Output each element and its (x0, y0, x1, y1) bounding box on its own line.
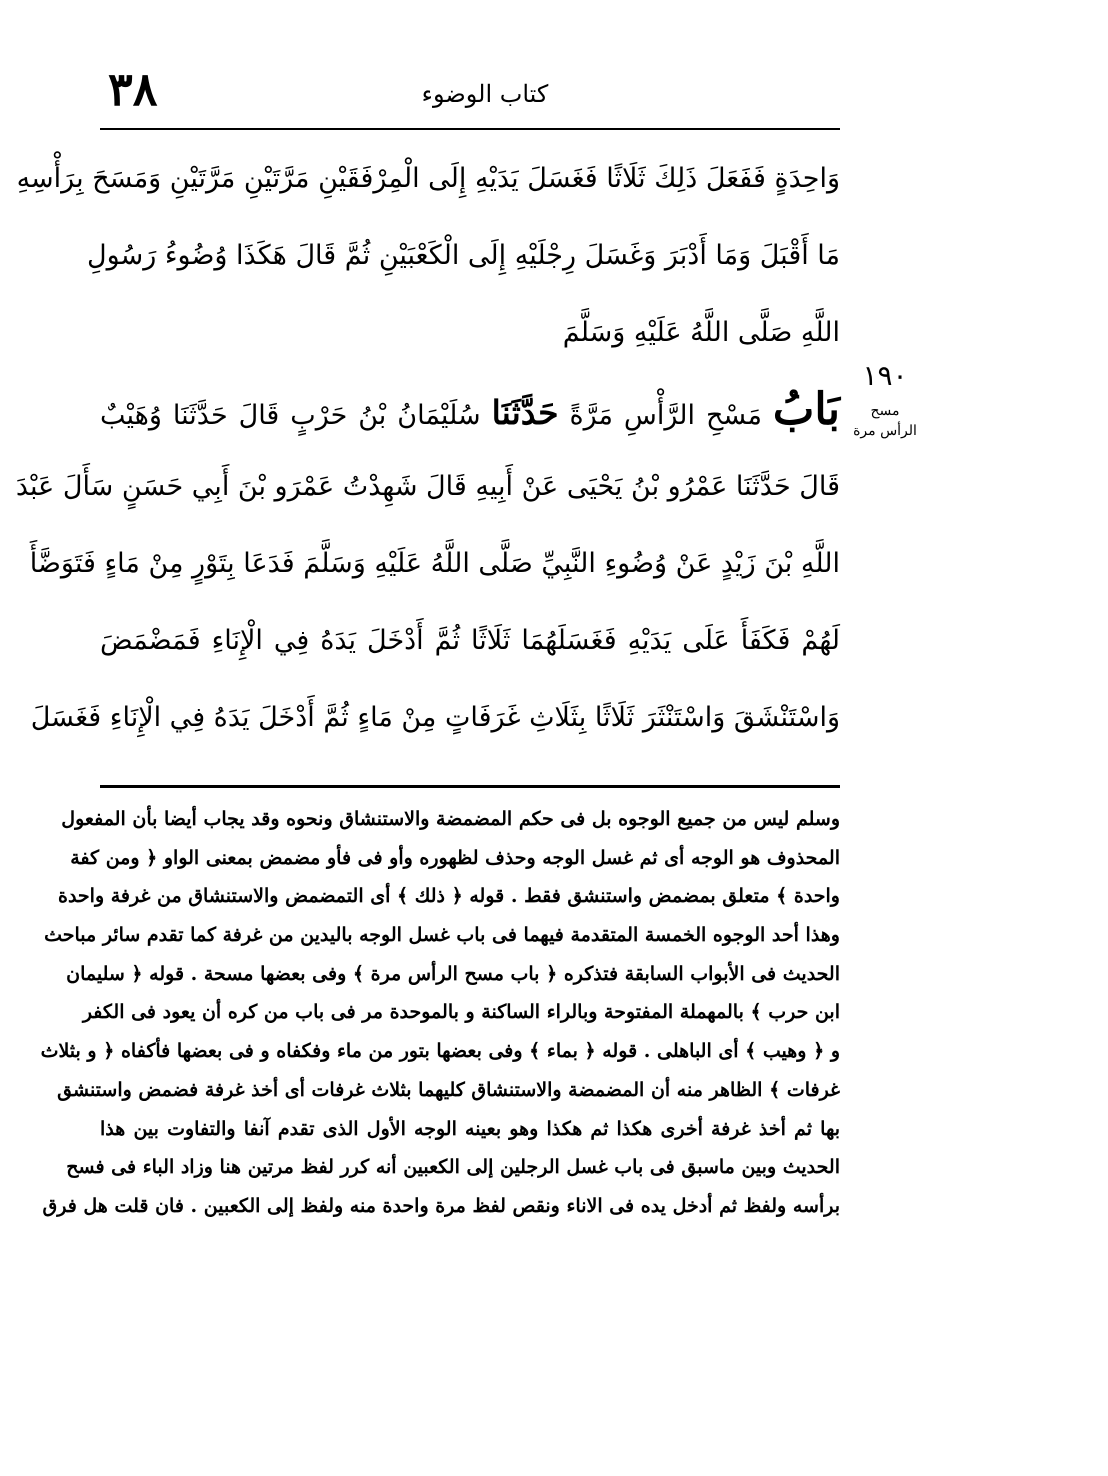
commentary-line: واحدة ﴾ متعلق بمضمض واستنشق فقط . قوله ﴿ ذلك ﴾ أى التمضمض والاستنشاق من غرفة واحدة (58, 885, 840, 908)
chapter-heading-line (100, 371, 840, 448)
commentary-line: ابن حرب ﴾ بالمهملة المفتوحة وبالراء الساكنة و بالموحدة مر فى باب من كره أن يعود فى الكفر (82, 1001, 840, 1024)
hadith-line: وَاسْتَنْشَقَ وَاسْتَنْثَرَ ثَلَاثًا بِثَلَاثِ غَرَفَاتٍ مِنْ مَاءٍ ثُمَّ أَدْخَلَ يَدَهُ فِي الْإِنَاءِ فَغَسَلَ (30, 702, 840, 733)
chapter-word: بَابُ (772, 384, 840, 435)
hadith-line: اللَّهِ بْنَ زَيْدٍ عَنْ وُضُوءِ النَّبِيِّ صَلَّى اللَّهُ عَلَيْهِ وَسَلَّمَ فَدَعَا بِتَوْرٍ مِنْ مَاءٍ فَتَوَضَّأَ (29, 548, 840, 579)
hadith-text (15, 140, 840, 756)
chapter-title: مَسْحِ الرَّأْسِ مَرَّةً (569, 400, 762, 431)
margin-chapter-title: مسح الرأس مرة (853, 403, 917, 439)
commentary-line: الحديث فى الأبواب السابقة فتذكره ﴿ باب مسح الرأس مرة ﴾ وفى بعضها مسحة . قوله ﴿ سليمان (66, 962, 840, 985)
commentary-line: وسلم ليس من جميع الوجوه بل فى حكم المضمضة والاستنشاق ونحوه وقد يجاب أيضا بأن المفعول (61, 808, 840, 830)
commentary-line: بها ثم أخذ غرفة أخرى هكذا ثم هكذا وهو بعينه الوجه الأول الذى تقدم آنفا والتفاوت بين هذا (100, 1117, 840, 1140)
header-rule (100, 128, 840, 130)
commentary-rule (100, 785, 840, 788)
commentary-text (40, 800, 840, 1226)
commentary-line: الحديث وبين ماسبق فى باب غسل الرجلين إلى الكعبين أنه كرر لفظ مرتين هنا وزاد الباء فى فسح (66, 1156, 840, 1179)
page-number: ٣٨ (108, 62, 158, 116)
commentary-line: غرفات ﴾ الظاهر منه أن المضمضة والاستنشاق كليهما بثلاث غرفات أى أخذ غرفة فضمض واستنشق (57, 1078, 840, 1101)
hadith-line: قَالَ حَدَّثَنَا عَمْرُو بْنُ يَحْيَى عَنْ أَبِيهِ قَالَ شَهِدْتُ عَمْرَو بْنَ أَبِي حَسَنٍ سَأَلَ عَبْدَ (15, 471, 840, 502)
commentary-line: برأسه ولفظ ثم أدخل يده فى الاناء ونقص لفظ مرة واحدة منه ولفظ إلى الكعبين . فان قلت هل فرق (42, 1194, 840, 1217)
commentary-line: المحذوف هو الوجه أى ثم غسل الوجه وحذف لظهوره وأو فى فأو مضمض بمعنى الواو ﴿ ومن كفة (70, 846, 840, 869)
hadith-number: ١٩٠ (862, 359, 908, 392)
hadith-line: اللَّهِ صَلَّى اللَّهُ عَلَيْهِ وَسَلَّمَ (562, 317, 840, 348)
hadith-line: وَاحِدَةٍ فَفَعَلَ ذَلِكَ ثَلَاثًا فَغَسَلَ يَدَيْهِ إِلَى الْمِرْفَقَيْنِ مَرَّتَيْنِ مَرَّتَيْنِ وَمَسَحَ بِرَأْسِهِ (16, 163, 840, 194)
commentary-line: و ﴿ وهيب ﴾ أى الباهلى . قوله ﴿ بماء ﴾ وفى بعضها بتور من ماء وفكفاه و فى بعضها فأكفاه ﴿ و بثلاث (40, 1040, 840, 1063)
narrated-word: حَدَّثَنَا (491, 393, 559, 432)
narrator-chain: سُلَيْمَانُ بْنُ حَرْبٍ قَالَ حَدَّثَنَا وُهَيْبٌ (100, 400, 481, 431)
commentary-line: وهذا أحد الوجوه الخمسة المتقدمة فيهما فى باب غسل الوجه باليدين من غرفة كما تقدم سائر مباحث (44, 924, 840, 947)
hadith-line: لَهُمْ فَكَفَأَ عَلَى يَدَيْهِ فَغَسَلَهُمَا ثَلَاثًا ثُمَّ أَدْخَلَ يَدَهُ فِي الْإِنَاءِ فَمَضْمَضَ (100, 625, 840, 656)
running-head: كتاب الوضوء (421, 80, 549, 108)
hadith-line: مَا أَقْبَلَ وَمَا أَدْبَرَ وَغَسَلَ رِجْلَيْهِ إِلَى الْكَعْبَيْنِ ثُمَّ قَالَ هَكَذَا وُضُوءُ رَسُولِ (87, 240, 840, 271)
